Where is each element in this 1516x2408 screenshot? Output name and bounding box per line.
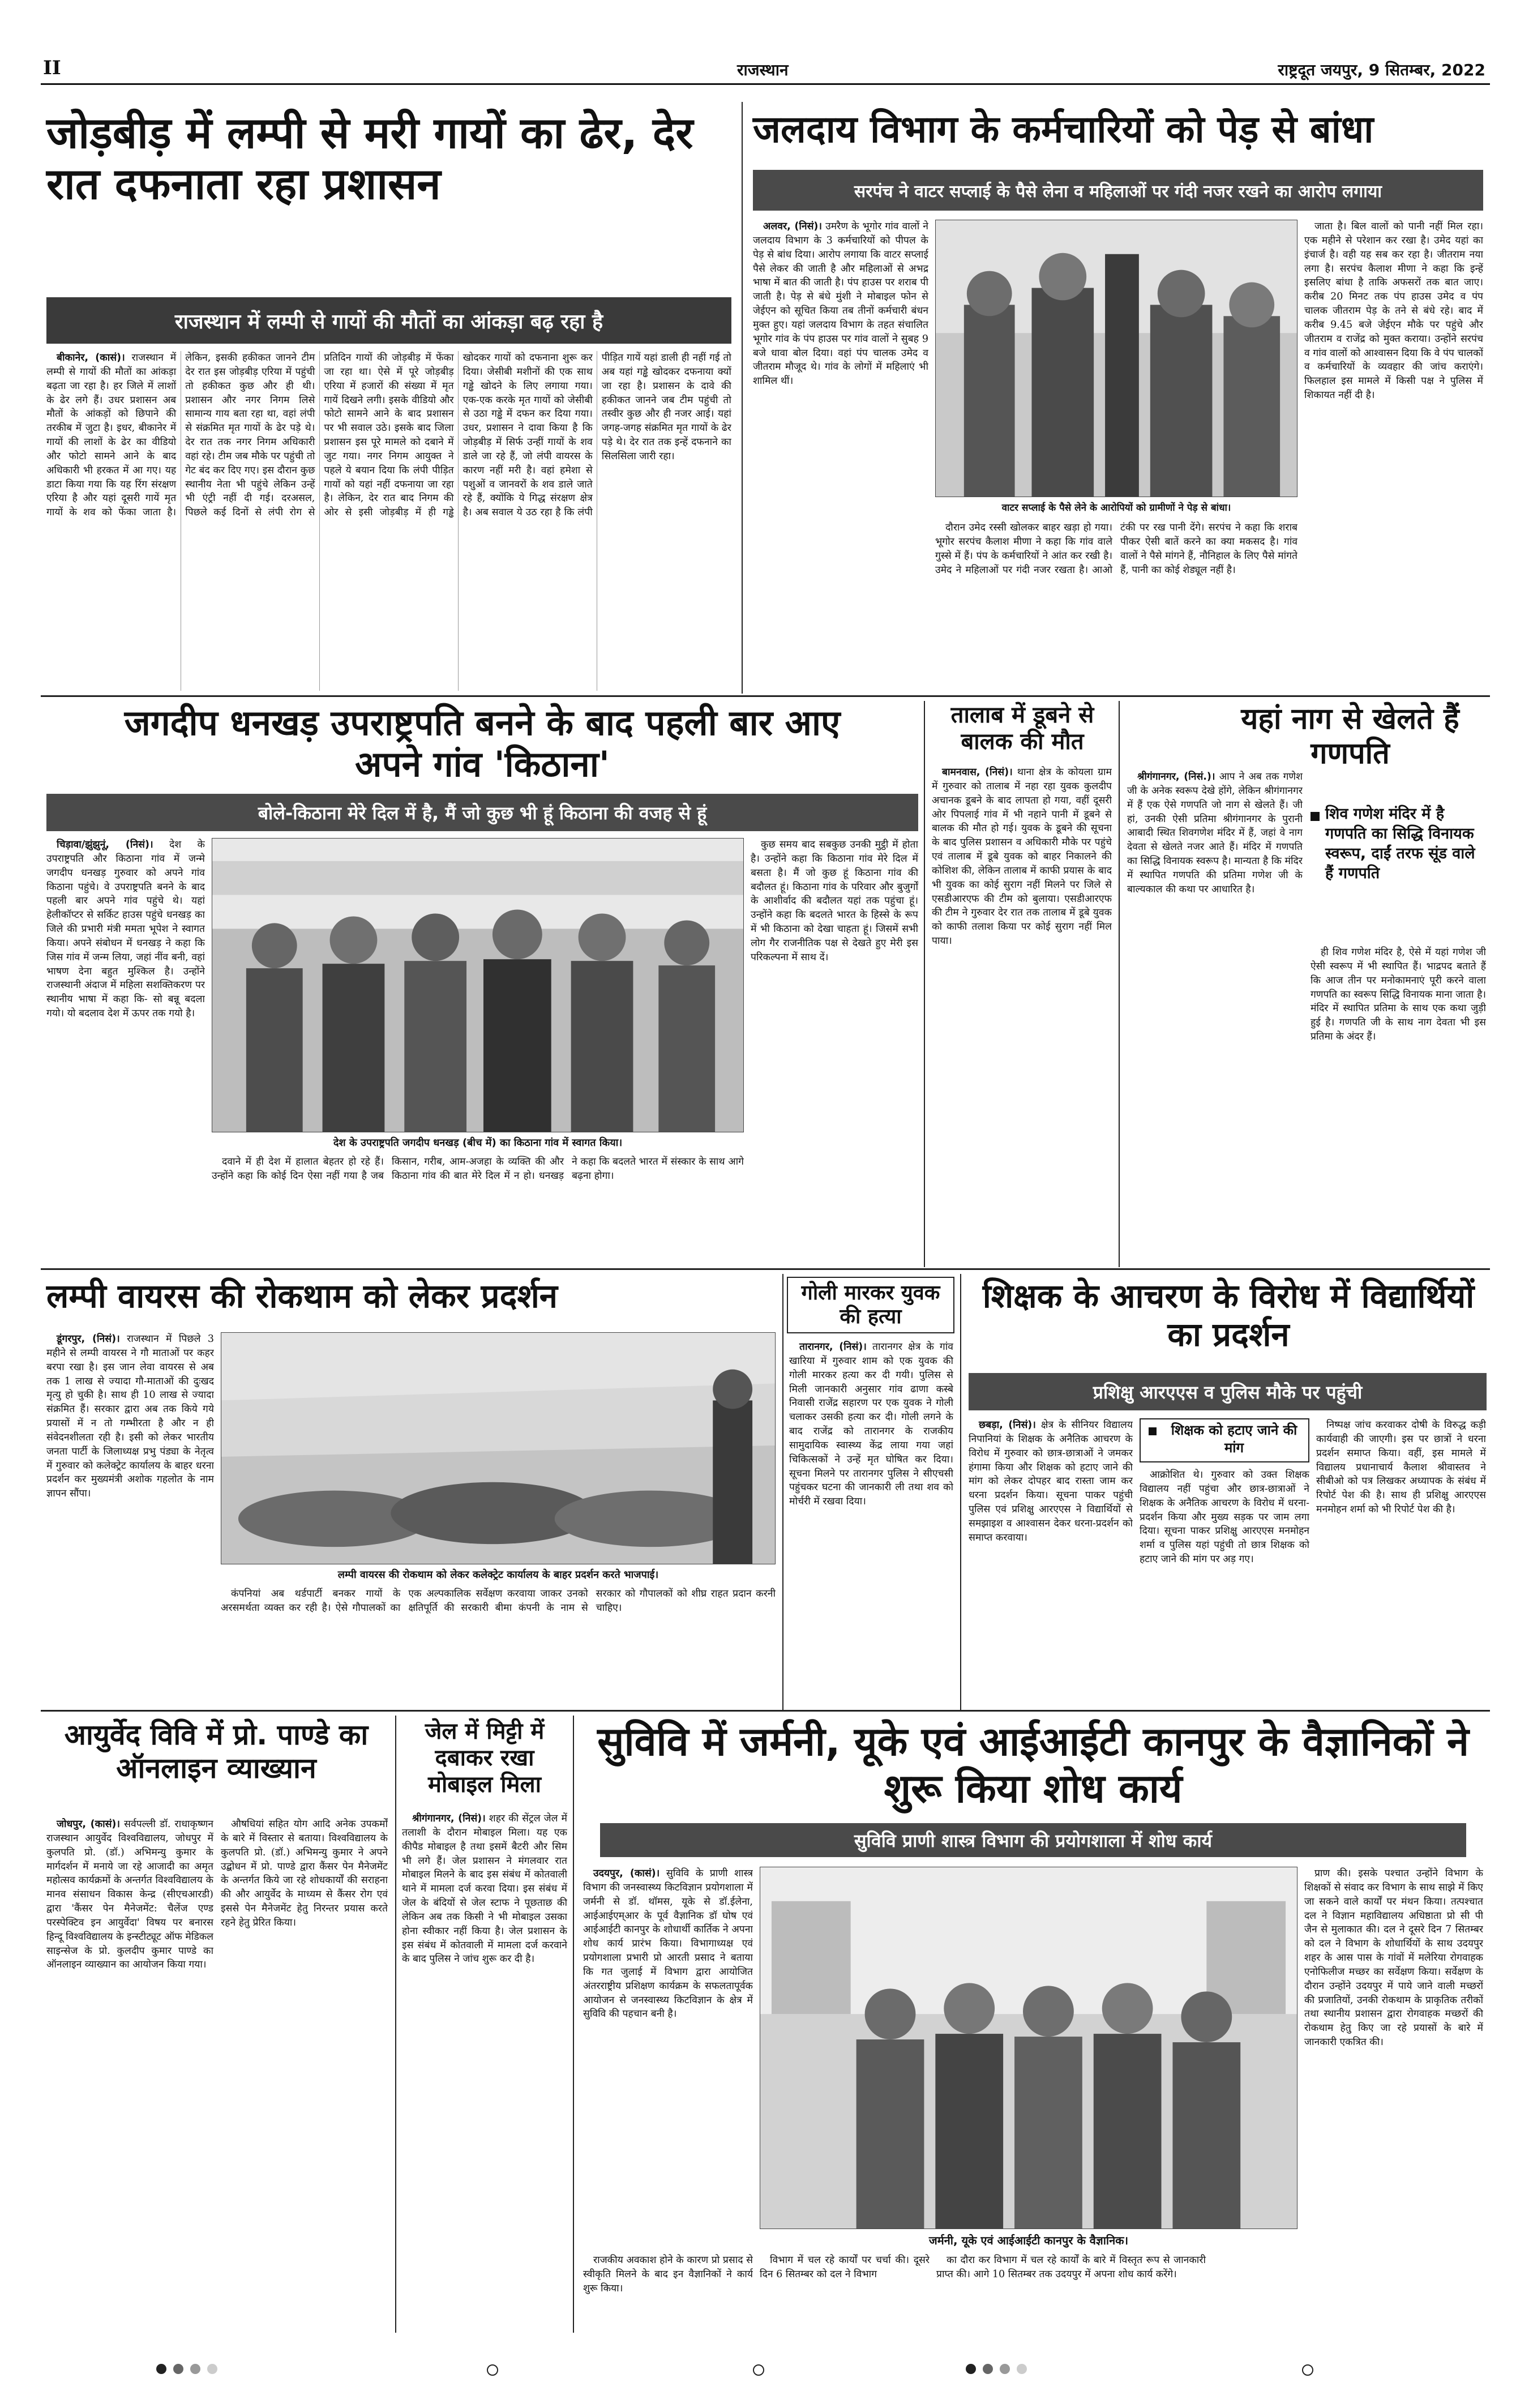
story-dhankhar-kithana <box>41 702 921 1268</box>
body-text: औषधियां सहित योग आदि अनेक उपकर्मों के बारे में विस्तार से बताया। विश्वविद्यालय के कुलपति प्रो. (डॉ.) अभिमन्यु कुमार ने अपने उद्बोधन में प्रो. पाण्डे द्वारा कैंसर पेन मैनेजमेंट के अन्तर्गत किये जा रहे शोधकार्यों की सराहना की और आयुर्वेद के माध्यम से कैंसर रोग एवं इससे पेन मैनेजमेंट हेतु निरन्तर प्रयास करते रहने हेतु प्रेरित किया। <box>221 1819 388 1928</box>
story-body-bottom-mid <box>760 2253 930 2327</box>
story-ganpati-naag <box>1124 702 1489 1268</box>
subhead-band: बोले-किठाना मेरे दिल में है, मैं जो कुछ भी हूं किठाना की वजह से हूं <box>46 794 918 831</box>
column-divider <box>395 1716 396 2333</box>
headline: जलदाय विभाग के कर्मचारियों को पेड़ से बांधा <box>753 108 1374 151</box>
headline: लम्पी वायरस की रोकथाम को लेकर प्रदर्शन <box>46 1277 558 1315</box>
body-text: प्राण की। इसके पश्चात उन्होंने विभाग के शिक्षकों से संवाद कर विभाग के साथ साझे में किए जा सकने वाले कार्यों पर मंथन किया। तत्पश्चात दल ने विज्ञान महाविद्यालय अधिष्ठाता प्रो सी पी जैन से मुलाकात की। दल ने दूसरे दिन 7 सितम्बर को दल ने विभाग के शोधार्थियों के साथ उदयपुर शहर के आस पास के गांवों में मलेरिया रोगवाहक एनोफिलीज मच्छर का सर्वेक्षण किया। सर्वेक्षण के दौरान उन्होंने उदयपुर में पाये जाने वाली मच्छरों की प्रजातियों, उनकी रोकथाम के प्राकृतिक तरीकों तथा स्थानीय प्रशासन द्वारा रोगवाहक मच्छरों की रोकथाम हेतु किए जा रहे प्रयासों के बारे में जानकारी एकत्रित की। <box>1304 1868 1483 2048</box>
section-divider <box>41 1710 1490 1712</box>
subhead-band: राजस्थान में लम्पी से गायों की मौतों का आंकड़ा बढ़ रहा है <box>46 297 731 344</box>
dateline: बीकानेर, (कासं)। <box>57 352 125 363</box>
story-lumpy-jodbeed <box>41 108 737 694</box>
body-text: सुविवि के प्राणी शास्त्र विभाग की जनस्वास्थ्य किटविज्ञान प्रयोगशाला में जर्मनी से डॉ. थॉमस, यूके से डॉ.ईलेना, आईआईएम्आर के पूर्व वैज्ञानिक डॉ घोष एवं आईआईटी कानपुर के शोधार्थी कार्तिक ने अपना शोध कार्य प्रारंभ किया। विभागाध्यक्ष एवं प्रयोगशाला प्रभारी प्रो आरती प्रसाद ने बताया कि गत जुलाई में विभाग द्वारा आयोजित अंतरराष्ट्रीय प्रशिक्षण कार्यक्रम के सफलतापूर्वक आयोजन से जनस्वास्थ्य किटविज्ञान के क्षेत्र में सुविवि की पहचान बनी है। <box>583 1868 753 2020</box>
column-divider <box>960 1274 961 1710</box>
story-body-left <box>46 1332 214 1706</box>
headline: जगदीप धनखड़ उपराष्ट्रपति बनने के बाद पहली बार आए अपने गांव 'किठाना' <box>124 702 841 785</box>
subhead-band: सरपंच ने वाटर सप्लाई के पैसे लेना व महिलाओं पर गंदी नजर रखने का आरोप लगाया <box>753 170 1483 211</box>
story-body-bottom <box>935 521 1297 691</box>
photo-scientists <box>760 1867 1297 2229</box>
story-body <box>402 1812 567 2327</box>
story-body-right <box>1304 220 1483 690</box>
body-text: ही शिव गणेश मंदिर है, ऐसे में यहां गणेश जी ऐसी स्वरूप में भी स्थापित हैं। भाद्रपद बताते हैं कि आज तीन पर मनोकामनाएं पूरी करने वाला गणपति का स्वरूप सिद्धि विनायक माना जाता है। मंदिर में स्थापित प्रतिमा के साथ एक कथा जुड़ी हुई है। गणपति जी के साथ नाग देवता भी इस प्रतिमा के अंदर हैं। <box>1311 947 1486 1043</box>
dateline: बामनवास, (निसं)। <box>942 767 1013 778</box>
column-divider <box>573 1716 574 2333</box>
column-divider <box>782 1274 783 1710</box>
body-text: उमरैण के भूगोर गांव वालों ने जलदाय विभाग के 3 कर्मचारियों को पीपल के पेड़ से बांध दिया। आरोप लगाया कि वाटर सप्लाई पैसे लेकर की जाती है और महिलाओं से अभद्र भाषा में बात की जाती है। पंप हाउस पर शराब पी जाती है। पेड़ से बंधे मुंशी ने मोबाइल फोन से जेईएन को सूचित किया तब तीनों कर्मचारी बंधन मुक्त हुए। यहां जलदाय विभाग के तहत संचालित भूगोर गांव के पंप हाउस पर गांव वालों ने सुबह 9 बजे धावा बोल दिया। वहां पंप चालक उमेद व जीतराम मौजूद थे। गांव के लोगों में महिलाएं भी शामिल थीं। <box>753 221 928 387</box>
story-body-left <box>583 1867 753 2229</box>
story-body-mid <box>1140 1468 1309 1704</box>
dateline: चिड़ावा/झुंझुनूं, (निसं)। <box>57 839 153 850</box>
body-text: आप ने अब तक गणेश जी के अनेक स्वरूप देखे होंगे, लेकिन श्रीगंगानगर में हैं एक ऐसे गणपति जो नाग से खेलते हैं। जी हां, उनकी ऐसी प्रतिमा श्रीगंगानगर के पुरानी आबादी स्थित शिवगणेश मंदिर में हैं, जहां वे नाग देवता से खेलते नजर आते हैं। मंदिर में गणपति का सिद्धि विनायक स्वरूप है। मान्यता है कि मंदिर में स्थापित गणपति की प्रतिमा गणेश जी के बाल्यकाल की कथा पर आधारित है। <box>1127 771 1303 895</box>
dateline: अलवर, (निसं)। <box>763 221 823 232</box>
headline: गोली मारकर युवक की हत्या <box>801 1281 940 1329</box>
headline-box <box>787 1277 954 1333</box>
dateline: जोधपुर, (कासं)। <box>57 1819 121 1830</box>
page-number: II <box>43 57 61 79</box>
subhead-band: प्रशिक्षु आरएएस व पुलिस मौके पर पहुंची <box>969 1373 1487 1410</box>
story-body-left <box>969 1418 1133 1704</box>
section-name: राजस्थान <box>737 61 789 79</box>
sidebar-heading: शिक्षक को हटाए जाने की मांग <box>1171 1422 1297 1456</box>
photo-dhankhar-welcome <box>212 838 744 1132</box>
story-jail-mobile <box>400 1718 569 2330</box>
body-text: कुछ समय बाद सबकुछ उनकी मुट्ठी में होता है। उन्होंने कहा कि किठाना गांव मेरे दिल में बसता है। मैं जो कुछ हूं किठाना गांव की बदौलत हूं। किठाना गांव के परिवार और बुजुर्गों के आशीर्वाद की बदौलत यहां तक पहुंचा हूं। उन्होंने कहा कि बदलते भारत के हिस्से के रूप में भी किठाना को देखा चाहता हूं। जिसमें सभी लोग गैर राजनीतिक पक्ष से देखते हुए मेरी इस परिकल्पना में साथ दें। <box>751 839 918 963</box>
column-divider <box>924 701 925 1267</box>
body-text: विभाग में चल रहे कार्यों पर चर्चा की। दूसरे दिन 6 सितम्बर को दल ने विभाग <box>760 2255 930 2280</box>
story-body-mid <box>751 838 918 1263</box>
story-water-dept-tied <box>747 108 1489 694</box>
story-body-right <box>1316 1418 1486 1704</box>
body-text: राजस्थान में पिछले 3 महीने से लम्पी वायरस ने गौ माताओं पर कहर बरपा रखा है। इस जान लेवा वायरस से अब तक 1 लाख से ज्यादा गौ-माताओं की दुःखद मृत्यु हो चुकी है। साथ ही 10 लाख से ज्यादा संक्रमित हैं। सरकार द्वारा अब तक किये गये प्रयासों में न तो गम्भीरता है और न ही संवेदनशीलता रही है। इसी को लेकर भारतीय जनता पार्टी के जिलाध्यक्ष प्रभु पंड्या के नेतृत्व में गुरुवार को कलेक्ट्रेट कार्यालय के बाहर धरना प्रदर्शन कर मुख्यमंत्री अशोक गहलोत के नाम ज्ञापन सौंपा। <box>46 1333 214 1500</box>
body-text: राजकीय अवकाश होने के कारण प्रो प्रसाद से स्वीकृति मिलने के बाद इन वैज्ञानिकों ने कार्य शुरू किया। <box>583 2255 753 2294</box>
body-text: राजस्थान में लम्पी से गायों की मौतों का आंकड़ा बढ़ता जा रहा है। हर जिले में लाशों के ढेर लगे हैं। उधर प्रशासन अब मौतों के आंकड़ों को छिपाने की तरकीब में जुटा है। इधर, बीकानेर में गायों की लाशों के ढेर का वीडियो और फोटो सामने आने के बाद अधिकारी भी हरकत में आ गए। यह डाटा किया गया कि यह रिंग संरक्षण एरिया है और यहां दूसरी गायें मृत गायों के शव को फेंका जाता है। लेकिन, इसकी हकीकत जानने टीम देर रात इस जोड़बीड़ एरिया में पहुंची तो हकीकत कुछ और ही थी। प्रशासन और नगर निगम लिसे सामान्य गाय बता रहा था, वहां लंपी से संक्रमित मृत गायों के ढेर पड़े थे। देर रात तक नगर निगम अधिकारी वहां रहे। टीम जब मौके पर पहुंची तो गेट बंद कर दिए गए। इस दौरान कुछ स्थानीय नेता भी पहुंचे लेकिन उन्हें भी एंट्री नहीं दी गई। दरअसल, पिछले कई दिनों से लंपी रोग से प्रतिदिन गायों की जोड़बीड़ में फेंका जा रहा था। ऐसे में पूरे जोड़बीड़ एरिया में हजारों की संख्या में मृत गायें दिखने लगी। इसके वीडियो और फोटो सामने आने के बाद प्रशासन पर भी सवाल उठे। इसके बाद जिला प्रशासन इस पूरे मामले को दबाने में जुट गया। नगर निगम आयुक्त ने पहले ये बयान दिया कि लंपी पीड़ित गायों को यहां नहीं दफनाया जा रहा है। लेकिन, देर रात बाद निगम की ओर से इसी जोड़बीड़ में ही गड्ढे खोदकर गायों को दफनाना शुरू कर दिया। जेसीबी मशीनों की एक साथ गड्ढे खोदने के लिए लगाया गया। एक-एक करके मृत गायों को जेसीबी से उठा गड्ढे में दफन कर दिया गया। उधर, प्रशासन ने दावा किया है कि जोड़बीड़ में सिर्फ उन्हीं गायों के शव डाले जा रहे हैं, जो लंपी वायरस के कारण नहीं मरी है। वहां हमेशा से पशुओं व जानवरों के शव डाले जाते रहे हैं, क्योंकि ये गिद्ध संरक्षण क्षेत्र है। अब सवाल ये उठ रहा है कि लंपी पीड़ित गायें यहां डाली ही नहीं गई तो अब यहां गड्ढे खोदकर दफनाया क्यों जा रहा है। प्रशासन के दावे की हकीकत जानने जब टीम पहुंची तो तस्वीर कुछ और ही नजर आई। यहां जगह-जगह संक्रमित मृत गायों के ढेर पड़े थे। देर रात तक इन्हें दफनाने का सिलसिला जारी रहा। <box>46 352 731 519</box>
story-teacher-protest <box>965 1277 1489 1707</box>
column-divider <box>742 102 743 694</box>
body-text: थाना क्षेत्र के कोयला ग्राम में गुरुवार को तालाब में नहा रहा युवक कुलदीप अचानक डूबने के बाद लापता हो गया, वहीं दूसरी ओर पिपलाई गांव में भी नहाने पानी में डूबने से बालक की मौत हो गई। युवक के डूबने की सूचना के बाद पुलिस प्रशासन व अधिकारी मौके पर पहुंचे एवं तालाब में डूबे युवक को बाहर निकालने की कोशिश की, लेकिन तालाब में काफी प्रयास के बाद भी युवक का कोई सुराग नहीं मिलने पर जिले से एसडीआरएफ की टीम को बुलाया। एसडीआरएफ की टीम ने गुरुवार देर रात तक तालाब में डूबे युवक को काफी तलाश किया पर कोई सुराग नहीं मिल पाया। <box>932 767 1112 947</box>
masthead <box>41 54 1490 85</box>
photo-caption: जर्मनी, यूके एवं आईआईटी कानपुर के वैज्ञानिक। <box>928 2234 1129 2247</box>
story-body <box>932 765 1112 1264</box>
story-body-left <box>753 220 928 690</box>
body-text: देश के उपराष्ट्रपति और किठाना गांव में जन्मे जगदीप धनखड़ गुरुवार को अपने गांव किठाना पहुंचे। वे उपराष्ट्रपति बनने के बाद पहली बार अपने गांव पहुंचे थे। यहां हेलीकॉप्टर से सर्किट हाउस पहुंचे धनखड़ का जिले की प्रभारी मंत्री ममता भूपेश ने स्वागत किया। अपने संबोधन में धनखड़ ने कहा कि जिस गांव में जन्म लिया, जहां नींव बनी, वहां भाषण देना बहुत मुश्किल है। उन्होंने राजस्थानी अंदाज में महिला सशक्तिकरण पर स्थानीय भाषा में कहा कि- सो बन्नू बदला गयो। यो बदलाव देश में ऊपर तक गयो है। <box>46 839 205 1020</box>
section-divider <box>41 1268 1490 1270</box>
sidebar-bullet-icon <box>1311 812 1320 821</box>
photo-caption: वाटर सप्लाई के पैसे लेने के आरोपियों को ग्रामीणों ने पेड़ से बांधा। <box>1001 502 1231 514</box>
photo-protest <box>221 1332 776 1564</box>
headline: तालाब में डूबने से बालक की मौत <box>950 702 1094 755</box>
story-body-left <box>46 1817 213 2327</box>
sidebar-heading: शिव गणेश मंदिर में है गणपति का सिद्धि विनायक स्वरूप, दाईं तरफ सूंड वाले हैं गणपति <box>1325 805 1475 883</box>
sidebar-box <box>1140 1418 1309 1462</box>
story-body-right <box>1304 1867 1483 2252</box>
photo-caption: लम्पी वायरस की रोकथाम को लेकर कलेक्ट्रेट कार्यालय के बाहर प्रदर्शन करते भाजपाई। <box>337 1569 659 1581</box>
body-text: निष्पक्ष जांच करवाकर दोषी के विरुद्ध कड़ी कार्यवाही की जाएगी। इस पर छात्रों ने धरना प्रदर्शन समाप्त किया। वहीं, इस मामले में विद्यालय प्रधानाचार्य कैलाश श्रीवास्तव ने सीबीओ को पत्र लिखकर अध्यापक के संबंध में रिपोर्ट पेश की है। साथ ही प्रशिक्षु आरएएस मनमोहन शर्मा को भी रिपोर्ट पेश की है। <box>1316 1419 1486 1516</box>
headline: यहां नाग से खेलते हैं गणपति <box>1241 702 1459 771</box>
dateline: श्रीगंगानगर, (निसं.)। <box>1137 771 1215 782</box>
sidebar-box <box>1311 804 1486 934</box>
headline: शिक्षक के आचरण के विरोध में विद्यार्थियों का प्रदर्शन <box>982 1277 1475 1354</box>
body-text: दौरान उमेद रस्सी खोलकर बाहर खड़ा हो गया। भूगोर सरपंच कैलाश मीणा ने कहा कि गांव वाले गुस्से में हैं। पंप के कर्मचारियों ने आंत कर रखी है। उमेद ने महिलाओं पर गंदी नजर रखता है। आओ टंकी पर रख पानी देंगे। सरपंच ने कहा कि शराब पीकर ऐसी बातें करने का क्या मकसद है। गांव वालों ने पैसे मांगने हैं, नौनिहाल के लिए पैसे मांगते हैं, पानी का कोई शेड्यूल नहीं है। <box>935 522 1297 576</box>
headline: जेल में मिट्टी में दबाकर रखा मोबाइल मिला <box>425 1718 545 1798</box>
story-ayurveda-lecture <box>41 1718 392 2330</box>
registration-mark-icon <box>487 2364 498 2376</box>
dateline: उदयपुर, (कासं)। <box>593 1868 660 1879</box>
registration-mark-icon <box>753 2364 764 2376</box>
story-body-left <box>46 838 205 1263</box>
story-body <box>46 351 731 691</box>
dateline: डूंगरपुर, (निसं)। <box>57 1333 120 1345</box>
body-text: दवाने में ही देश में हालात बेहतर हो रहे हैं। उन्होंने कहा कि कोई दिन ऐसा नहीं गया है जब किसान, गरीब, आम-अजहा के व्यक्ति की और किठाना गांव की बात मेरे दिल में न हो। धनखड़ ने कहा कि बदलते भारत में संस्कार के साथ आगे बढ़ना होगा। <box>212 1156 744 1182</box>
story-youth-shot <box>787 1277 957 1707</box>
sidebar-bullet-icon <box>1149 1427 1157 1435</box>
headline: आयुर्वेद विवि में प्रो. पाण्डे का ऑनलाइन व्याख्यान <box>64 1718 369 1785</box>
story-body-right <box>221 1817 388 2327</box>
story-lumpy-protest <box>41 1277 780 1707</box>
subhead-band: सुविवि प्राणी शास्त्र विभाग की प्रयोगशाला में शोध कार्य <box>600 1823 1466 1857</box>
body-text: तारानगर क्षेत्र के गांव खारिया में गुरुवार शाम को एक युवक की गोली मारकर हत्या कर दी गयी। पुलिस से मिली जानकारी अनुसार गांव ढाणा कस्बे निवासी राजेंद्र सहारण पर एक युवक ने गोली चलाकर उसकी हत्या कर दी। गोली लगने के बाद राजेंद्र को तारानगर के राजकीय सामुदायिक स्वास्थ्य केंद्र लाया गया जहां चिकित्सकों ने उन्हें मृत घोषित कर दिया। सूचना मिलने पर तारानगर पुलिस ने सीएचसी पहुंचकर घटना की जानकारी ली तथा शव को मोर्चरी में रखवा दिया। <box>789 1341 953 1508</box>
story-body-right <box>1311 946 1486 1263</box>
body-text: आक्रोशित थे। गुरुवार को उक्त शिक्षक विद्यालय नहीं पहुंचा और छात्र-छात्राओं ने शिक्षक के अनैतिक आचरण के विरोध में धरना-प्रदर्शन किया और मुख्य सड़क पर जाम लगा दिया। सूचना पाकर प्रशिक्षु आरएएस मनमोहन शर्मा व पुलिस यहां पहुंची तो छात्र शिक्षक को हटाए जाने की मांग पर अड़ गए। <box>1140 1469 1309 1566</box>
dateline: छबड़ा, (निसं)। <box>979 1419 1036 1431</box>
body-text: क्षेत्र के सीनियर विद्यालय निपानियां के शिक्षक के अनैतिक आचरण के विरोध में गुरुवार को छात्र-छात्राओं ने जमकर हंगामा किया और शिक्षक को हटाए जाने की मांग को लेकर दोपहर बाद रास्ता जाम कर धरना प्रदर्शन किया। सूचना पाकर पहुंची पुलिस एवं प्रशिक्षु आरएएस ने विद्यार्थियों से समझाइश व आश्वासन देकर धरना-प्रदर्शन को समाप्त करवाया। <box>969 1419 1133 1543</box>
color-registration-left <box>153 2364 221 2376</box>
story-body-foot <box>936 2253 1483 2327</box>
section-divider <box>41 695 1490 697</box>
edition-date: राष्ट्रदूत जयपुर, 9 सितम्बर, 2022 <box>1278 61 1485 79</box>
story-suvivi-research <box>577 1718 1489 2330</box>
body-text: का दौरा कर विभाग में चल रहे कार्यों के बारे में विस्तृत रूप से जानकारी प्राप्त की। आगे 10 सितम्बर तक उदयपुर में अपना शोध कार्य करेंगे। <box>936 2255 1206 2280</box>
story-body-bottom <box>221 1587 776 1706</box>
dateline: तारानगर, (निसं)। <box>799 1341 867 1353</box>
photo-caption: देश के उपराष्ट्रपति जगदीप धनखड़ (बीच में) का किठाना गांव में स्वागत किया। <box>333 1137 623 1149</box>
headline: सुविवि में जर्मनी, यूके एवं आईआईटी कानपुर के वैज्ञानिकों ने शुरू किया शोध कार्य <box>597 1718 1469 1812</box>
story-body-bottom-left <box>583 2253 753 2327</box>
headline: जोड़बीड़ में लम्पी से मरी गायों का ढेर, देर रात दफनाता रहा प्रशासन <box>46 108 693 209</box>
photo-men-tied-to-tree <box>935 220 1297 497</box>
story-body-left <box>1127 770 1303 1263</box>
body-text: शहर की सेंट्रल जेल में तलाशी के दौरान मोबाइल मिला। यह एक कीपैड मोबाइल है तथा इसमें बैटरी और सिम भी लगे हैं। जेल प्रशासन ने मंगलवार रात मोबाइल मिलने के बाद इस संबंध में कोतवाली थाने में मामला दर्ज करवा दिया। इस संबंध में जेल के बंदियों से जेल स्टाफ ने पूछताछ की लेकिन अब तक किसी ने भी मोबाइल उसका होना स्वीकार नहीं किया है। जेल प्रशासन के इस संबंध में कोतवाली में मामला दर्ज करवाने के बाद पुलिस ने जांच शुरू कर दी है। <box>402 1813 567 1965</box>
story-body <box>789 1340 953 1705</box>
body-text: कंपनियां अब थर्डपार्टी बनकर गायों के अरसमर्थता व्यक्त कर रही है। ऐसे गौपालकों का एक अल्पकालिक सर्वेक्षण करवाया जाकर उनको क्षतिपूर्ति की सरकारी बीमा कंपनी के नाम से सरकार को गौपालकों को शीघ्र राहत प्रदान करनी चाहिए। <box>221 1588 776 1614</box>
registration-mark-icon <box>1302 2364 1313 2376</box>
story-body-bottom <box>212 1155 744 1263</box>
story-boy-drowned <box>928 702 1115 1268</box>
column-divider <box>1119 701 1120 1267</box>
body-text: जाता है। बिल वालों को पानी नहीं मिल रहा। एक महीने से परेशान कर रखा है। उमेद यहां का इंचार्ज है। वही यह सब कर रहा है। जीतराम नया लगा है। सरपंच कैलाश मीणा ने कहा कि इन्हें इसलिए बांधा है ताकि अफसरों तक बात जाए। करीब 20 मिनट तक पंप हाउस उमेद व पंप चालक जीतराम पेड़ के तने से बंधे रहे। बाद में करीब 9.45 बजे जेईएन मौके पर पहुंचे और जीतराम व राजेंद्र को मुक्त कराया। उन्होंने सरपंच व गांव वालों को आश्वासन दिया कि वे पंप चालकों व कर्मचारियों के व्यवहार की जांच कराएंगे। फिलहाल इस मामले में किसी पक्ष ने पुलिस में शिकायत नहीं दी है। <box>1304 221 1483 401</box>
color-registration-right <box>962 2364 1030 2376</box>
body-text: सर्वपल्ली डॉ. राधाकृष्णन राजस्थान आयुर्वेद विश्वविद्यालय, जोधपुर में कुलपति प्रो. (डॉ.) अभिमन्यु कुमार के मार्गदर्शन में मनाये जा रहे आजादी का अमृत महोत्सव कार्यक्रमों के अन्तर्गत विश्वविद्यालय के मानव संसाधन विकास केन्द्र (सीएचआरडी) द्वारा 'कैंसर पेन मैनेजमेंट: चैलेंज एण्ड परस्पेक्टिव इन आयुर्वेदा' विषय पर बनारस हिन्दू विश्वविद्यालय के इन्स्टीट्यूट ऑफ मेडिकल साइन्सेज के प्रो. कुलदीप कुमार पाण्डे का ऑनलाइन व्याख्यान का आयोजन किया गया। <box>46 1819 213 1971</box>
dateline: श्रीगंगानगर, (निसं)। <box>412 1813 486 1824</box>
